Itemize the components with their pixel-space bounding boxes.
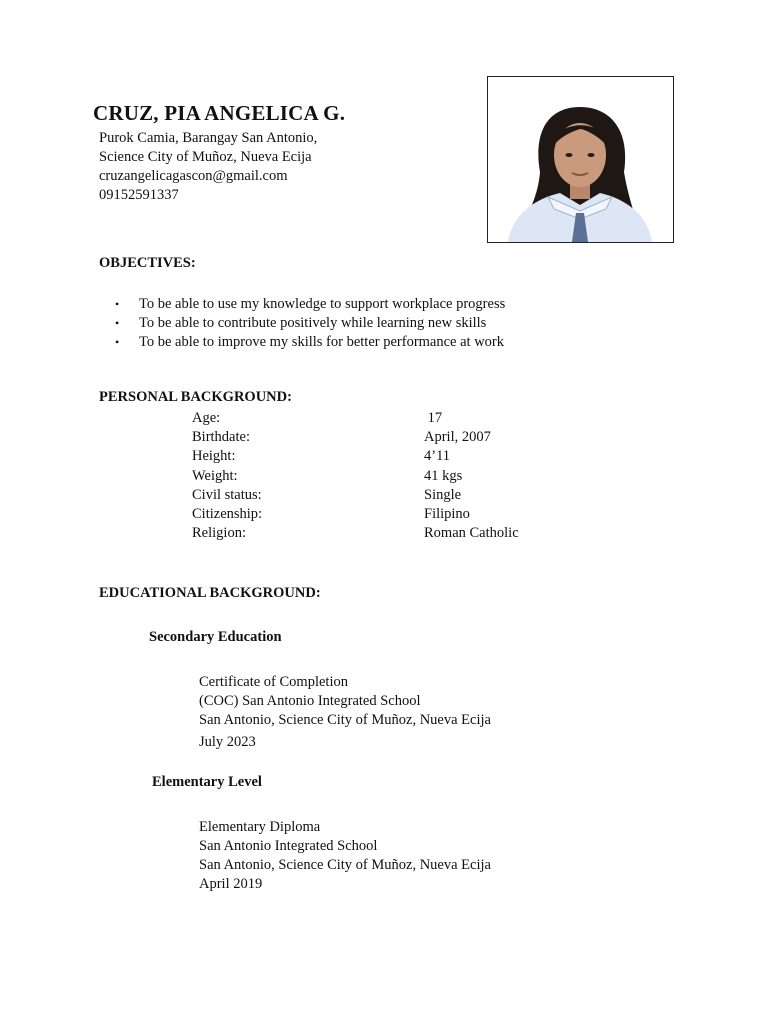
height-value: 4’11 <box>424 448 451 465</box>
portrait-illustration <box>488 77 673 242</box>
email-address: cruzangelicagascon@gmail.com <box>99 168 288 184</box>
elementary-education-details <box>199 818 491 894</box>
height-label: Height: <box>192 448 236 465</box>
elementary-date: April 2019 <box>199 876 263 892</box>
list-item: • To be able to improve my skills for better performance at work <box>115 333 505 352</box>
religion-value: Roman Catholic <box>424 525 519 542</box>
age-value: 17 <box>424 410 443 426</box>
list-item: • To be able to contribute positively while learning new skills <box>115 314 505 333</box>
list-item: • To be able to use my knowledge to support workplace progress <box>115 295 505 314</box>
secondary-location: San Antonio, Science City of Muñoz, Nueva Ecija <box>199 712 491 728</box>
educational-background-heading: EDUCATIONAL BACKGROUND: <box>99 585 321 601</box>
left-eye <box>566 153 573 157</box>
phone-number: 09152591337 <box>99 187 179 203</box>
right-eye <box>588 153 595 157</box>
secondary-education-title: Secondary Education <box>149 629 282 645</box>
citizenship-label: Citizenship: <box>192 506 263 523</box>
contact-block <box>99 129 317 205</box>
table-row <box>192 467 519 486</box>
age-label: Age: <box>192 410 221 426</box>
table-row <box>192 524 519 543</box>
civil-status-label: Civil status: <box>192 486 262 503</box>
table-row <box>192 409 519 428</box>
birthdate-value: April, 2007 <box>424 429 491 446</box>
table-row <box>192 486 519 505</box>
table-row <box>192 428 519 447</box>
elementary-credential: Elementary Diploma <box>199 819 321 835</box>
civil-status-value: Single <box>424 486 462 503</box>
table-row <box>192 505 519 524</box>
weight-value: 41 kgs <box>424 467 463 484</box>
personal-background-table <box>192 409 519 543</box>
weight-label: Weight: <box>192 467 238 484</box>
applicant-name: CRUZ, PIA ANGELICA G. <box>93 101 346 125</box>
birthdate-label: Birthdate: <box>192 429 250 446</box>
secondary-school: (COC) San Antonio Integrated School <box>199 693 421 709</box>
elementary-school: San Antonio Integrated School <box>199 838 378 854</box>
elementary-level-title: Elementary Level <box>152 774 262 790</box>
address-line-1: Purok Camia, Barangay San Antonio, <box>99 130 318 146</box>
applicant-photo <box>487 76 674 243</box>
citizenship-value: Filipino <box>424 506 470 523</box>
personal-background-heading: PERSONAL BACKGROUND: <box>99 389 292 405</box>
secondary-date: July 2023 <box>199 734 256 750</box>
secondary-credential: Certificate of Completion <box>199 674 348 690</box>
secondary-education-details <box>199 673 491 752</box>
address-line-2: Science City of Muñoz, Nueva Ecija <box>99 149 312 165</box>
objectives-heading: OBJECTIVES: <box>99 255 196 271</box>
elementary-location: San Antonio, Science City of Muñoz, Nueva Ecija <box>199 857 491 873</box>
table-row <box>192 447 519 466</box>
religion-label: Religion: <box>192 525 246 542</box>
objectives-list <box>115 295 505 352</box>
